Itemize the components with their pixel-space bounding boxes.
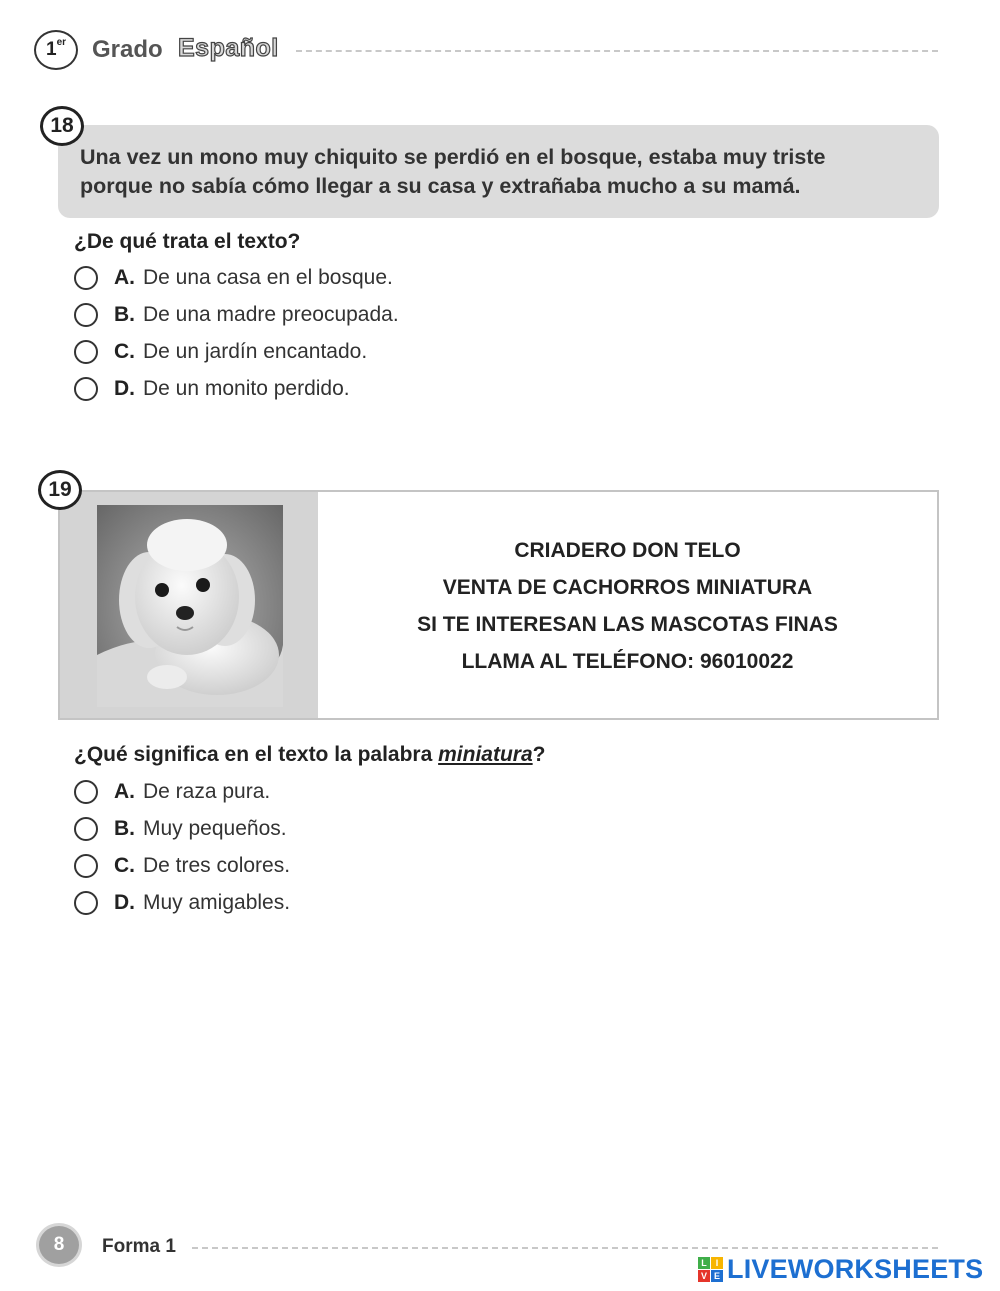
question-18-prompt: ¿De qué trata el texto? bbox=[74, 230, 301, 253]
option-letter: C. bbox=[114, 339, 135, 363]
passage-line: Una vez un mono muy chiquito se perdió en el bosque, estaba muy triste bbox=[80, 145, 826, 169]
puppy-photo bbox=[97, 505, 283, 707]
question-mark: ? bbox=[532, 743, 546, 766]
option-text: Muy pequeños. bbox=[143, 816, 287, 840]
highlighted-word: miniatura bbox=[438, 743, 533, 766]
ad-image-panel bbox=[60, 492, 318, 718]
option-letter: D. bbox=[114, 890, 135, 914]
reading-passage bbox=[58, 125, 939, 218]
grade-badge bbox=[34, 30, 78, 70]
logo-tile: E bbox=[711, 1270, 723, 1282]
question-text: ¿Qué significa en el texto la palabra bbox=[74, 743, 439, 766]
option-d[interactable] bbox=[74, 884, 290, 921]
radio-button[interactable] bbox=[74, 266, 98, 290]
footer-divider bbox=[192, 1247, 938, 1249]
radio-button[interactable] bbox=[74, 303, 98, 327]
option-c[interactable] bbox=[74, 333, 399, 370]
ad-line: VENTA DE CACHORROS MINIATURA bbox=[442, 576, 813, 599]
liveworksheets-logo-icon bbox=[698, 1257, 723, 1282]
option-text: De raza pura. bbox=[143, 779, 271, 803]
option-text: De una madre preocupada. bbox=[143, 302, 399, 326]
header-divider bbox=[296, 50, 938, 52]
option-letter: D. bbox=[114, 376, 135, 400]
option-text: De una casa en el bosque. bbox=[143, 265, 393, 289]
option-text: De un monito perdido. bbox=[143, 376, 350, 400]
option-text: De un jardín encantado. bbox=[143, 339, 368, 363]
option-d[interactable] bbox=[74, 370, 399, 407]
logo-tile: V bbox=[698, 1270, 710, 1282]
option-letter: A. bbox=[114, 265, 135, 289]
option-text: De tres colores. bbox=[143, 853, 291, 877]
logo-tile: I bbox=[711, 1257, 723, 1269]
puppy-illustration bbox=[97, 505, 283, 707]
question-number-19: 19 bbox=[38, 470, 82, 510]
liveworksheets-brand[interactable] bbox=[698, 1254, 983, 1285]
advertisement-box bbox=[58, 490, 939, 720]
option-b[interactable] bbox=[74, 810, 290, 847]
page-number: 8 bbox=[36, 1223, 82, 1267]
passage-line: porque no sabía cómo llegar a su casa y extrañaba mucho a su mamá. bbox=[80, 174, 801, 198]
brand-name: LIVEWORKSHEETS bbox=[727, 1254, 984, 1284]
option-letter: C. bbox=[114, 853, 135, 877]
radio-button[interactable] bbox=[74, 817, 98, 841]
logo-tile: L bbox=[698, 1257, 710, 1269]
ad-line: LLAMA AL TELÉFONO: 96010022 bbox=[461, 650, 794, 673]
grade-number: 1 bbox=[45, 39, 57, 60]
question-18-options bbox=[74, 259, 399, 407]
question-19-prompt bbox=[74, 743, 545, 767]
option-letter: B. bbox=[114, 816, 135, 840]
ad-line: CRIADERO DON TELO bbox=[514, 539, 741, 562]
radio-button[interactable] bbox=[74, 854, 98, 878]
grade-suffix: er bbox=[56, 37, 67, 48]
question-19-options bbox=[74, 773, 290, 921]
option-b[interactable] bbox=[74, 296, 399, 333]
radio-button[interactable] bbox=[74, 377, 98, 401]
radio-button[interactable] bbox=[74, 891, 98, 915]
option-c[interactable] bbox=[74, 847, 290, 884]
ad-text bbox=[318, 532, 937, 680]
grade-label: Grado bbox=[92, 36, 163, 63]
question-number-18: 18 bbox=[40, 106, 84, 146]
option-letter: A. bbox=[114, 779, 135, 803]
option-letter: B. bbox=[114, 302, 135, 326]
form-label: Forma 1 bbox=[102, 1236, 176, 1257]
radio-button[interactable] bbox=[74, 340, 98, 364]
subject-title: Español bbox=[178, 34, 279, 62]
radio-button[interactable] bbox=[74, 780, 98, 804]
ad-line: SI TE INTERESAN LAS MASCOTAS FINAS bbox=[417, 613, 838, 636]
option-text: Muy amigables. bbox=[143, 890, 291, 914]
option-a[interactable] bbox=[74, 773, 290, 810]
option-a[interactable] bbox=[74, 259, 399, 296]
